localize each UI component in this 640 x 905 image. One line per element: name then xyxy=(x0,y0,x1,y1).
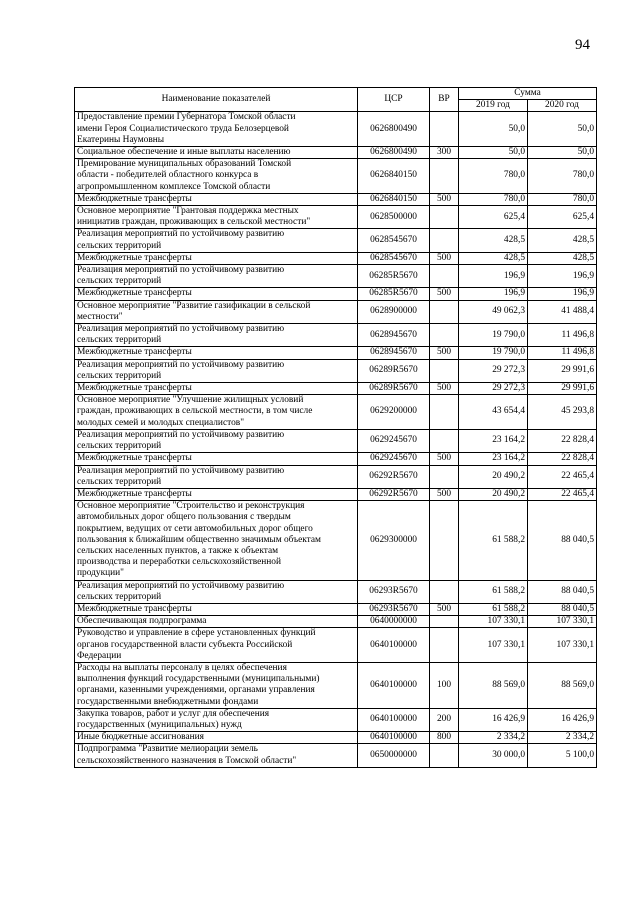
row-csr: 0626800490 xyxy=(358,112,430,147)
row-value-2019: 107 330,1 xyxy=(459,628,528,663)
row-value-2020: 428,5 xyxy=(528,229,597,252)
row-csr: 0628545670 xyxy=(358,229,430,252)
row-vr: 500 xyxy=(430,252,459,264)
row-name: Реализация мероприятий по устойчивому развитию сельских территорий xyxy=(75,265,358,288)
header-sum: Сумма xyxy=(459,88,597,100)
row-value-2019: 20 490,2 xyxy=(459,488,528,500)
row-vr xyxy=(430,501,459,580)
row-value-2020: 22 465,4 xyxy=(528,465,597,488)
row-value-2019: 29 272,3 xyxy=(459,383,528,395)
row-value-2020: 2 334,2 xyxy=(528,732,597,744)
row-value-2020: 107 330,1 xyxy=(528,616,597,628)
row-csr: 0628545670 xyxy=(358,252,430,264)
row-vr: 200 xyxy=(430,708,459,731)
row-name: Межбюджетные трансферты xyxy=(75,252,358,264)
row-name: Основное мероприятие "Грантовая поддержка местных инициатив граждан, проживающих в сельской местности" xyxy=(75,206,358,229)
row-vr: 500 xyxy=(430,288,459,300)
row-value-2019: 61 588,2 xyxy=(459,580,528,603)
row-value-2019: 780,0 xyxy=(459,159,528,194)
row-value-2019: 428,5 xyxy=(459,229,528,252)
row-value-2019: 16 426,9 xyxy=(459,708,528,731)
row-vr: 500 xyxy=(430,603,459,615)
row-value-2019: 23 164,2 xyxy=(459,429,528,452)
row-value-2019: 29 272,3 xyxy=(459,359,528,382)
row-value-2019: 196,9 xyxy=(459,288,528,300)
row-csr: 06285R5670 xyxy=(358,288,430,300)
row-value-2020: 11 496,8 xyxy=(528,324,597,347)
row-value-2020: 22 828,4 xyxy=(528,453,597,465)
row-value-2019: 107 330,1 xyxy=(459,616,528,628)
row-vr: 800 xyxy=(430,732,459,744)
row-vr: 500 xyxy=(430,383,459,395)
row-name: Реализация мероприятий по устойчивому развитию сельских территорий xyxy=(75,229,358,252)
table-row xyxy=(75,300,597,323)
row-value-2020: 196,9 xyxy=(528,288,597,300)
row-name: Премирование муниципальных образований Томской области - победителей областного конкурса в агропромышленном комплексе Томской области xyxy=(75,159,358,194)
row-vr xyxy=(430,616,459,628)
row-csr: 0650000000 xyxy=(358,744,430,767)
row-vr xyxy=(430,112,459,147)
row-vr xyxy=(430,206,459,229)
row-vr: 100 xyxy=(430,662,459,708)
row-csr: 0628945670 xyxy=(358,324,430,347)
row-value-2020: 22 828,4 xyxy=(528,429,597,452)
table-row xyxy=(75,580,597,603)
table-row xyxy=(75,147,597,159)
row-csr: 06285R5670 xyxy=(358,265,430,288)
row-name: Социальное обеспечение и иные выплаты населению xyxy=(75,147,358,159)
row-vr xyxy=(430,744,459,767)
row-name: Руководство и управление в сфере установленных функций органов государственной власти субъекта Российской Федерации xyxy=(75,628,358,663)
row-value-2020: 780,0 xyxy=(528,193,597,205)
row-value-2019: 19 790,0 xyxy=(459,347,528,359)
table-row xyxy=(75,159,597,194)
table-row xyxy=(75,288,597,300)
row-value-2019: 30 000,0 xyxy=(459,744,528,767)
row-name: Межбюджетные трансферты xyxy=(75,488,358,500)
row-name: Основное мероприятие "Улучшение жилищных условий граждан, проживающих в сельской местности, в том числе молодых семей и молодых специалистов" xyxy=(75,395,358,430)
row-csr: 0640100000 xyxy=(358,708,430,731)
row-value-2019: 50,0 xyxy=(459,112,528,147)
row-name: Обеспечивающая подпрограмма xyxy=(75,616,358,628)
row-value-2019: 428,5 xyxy=(459,252,528,264)
table-row xyxy=(75,616,597,628)
row-csr: 0626800490 xyxy=(358,147,430,159)
row-value-2020: 780,0 xyxy=(528,159,597,194)
row-name: Реализация мероприятий по устойчивому развитию сельских территорий xyxy=(75,429,358,452)
table-body xyxy=(75,112,597,767)
header-2020: 2020 год xyxy=(528,100,597,112)
table-row xyxy=(75,206,597,229)
row-vr: 300 xyxy=(430,147,459,159)
row-value-2019: 196,9 xyxy=(459,265,528,288)
row-name: Основное мероприятие "Развитие газификации в сельской местности" xyxy=(75,300,358,323)
row-vr xyxy=(430,628,459,663)
row-name: Иные бюджетные ассигнования xyxy=(75,732,358,744)
row-value-2020: 107 330,1 xyxy=(528,628,597,663)
row-value-2020: 50,0 xyxy=(528,147,597,159)
row-name: Реализация мероприятий по устойчивому развитию сельских территорий xyxy=(75,580,358,603)
table-row xyxy=(75,193,597,205)
row-name: Реализация мероприятий по устойчивому развитию сельских территорий xyxy=(75,359,358,382)
row-value-2020: 428,5 xyxy=(528,252,597,264)
row-name: Основное мероприятие "Строительство и реконструкция автомобильных дорог общего пользования с твердым покрытием, ведущих от сети автомобильных дорог общего пользования к ближайшим общественно значимым объектам сельских населенных пунктов, а также к объектам производства и переработки сельскохозяйственной продукции" xyxy=(75,501,358,580)
row-value-2020: 88 040,5 xyxy=(528,501,597,580)
row-name: Предоставление премии Губернатора Томской области имени Героя Социалистического труда Белозерцевой Екатерины Наумовны xyxy=(75,112,358,147)
page-number: 94 xyxy=(575,37,590,53)
row-value-2020: 22 465,4 xyxy=(528,488,597,500)
row-value-2020: 625,4 xyxy=(528,206,597,229)
row-csr: 0629245670 xyxy=(358,429,430,452)
table-row xyxy=(75,465,597,488)
row-csr: 0629200000 xyxy=(358,395,430,430)
row-name: Подпрограмма "Развитие мелиорации земель сельскохозяйственного назначения в Томской области" xyxy=(75,744,358,767)
table-row xyxy=(75,265,597,288)
table-row xyxy=(75,603,597,615)
row-value-2019: 43 654,4 xyxy=(459,395,528,430)
row-vr xyxy=(430,159,459,194)
row-csr: 0640100000 xyxy=(358,732,430,744)
table-row xyxy=(75,395,597,430)
row-value-2019: 23 164,2 xyxy=(459,453,528,465)
row-vr: 500 xyxy=(430,453,459,465)
row-vr: 500 xyxy=(430,193,459,205)
header-vr: ВР xyxy=(430,88,459,112)
row-vr xyxy=(430,395,459,430)
row-name: Закупка товаров, работ и услуг для обеспечения государственных (муниципальных) нужд xyxy=(75,708,358,731)
row-value-2019: 19 790,0 xyxy=(459,324,528,347)
table-row xyxy=(75,662,597,708)
table-row xyxy=(75,347,597,359)
row-csr: 0626840150 xyxy=(358,193,430,205)
row-csr: 06289R5670 xyxy=(358,383,430,395)
row-csr: 0629300000 xyxy=(358,501,430,580)
row-vr xyxy=(430,580,459,603)
row-vr xyxy=(430,324,459,347)
row-name: Межбюджетные трансферты xyxy=(75,288,358,300)
row-value-2020: 88 569,0 xyxy=(528,662,597,708)
row-value-2020: 29 991,6 xyxy=(528,359,597,382)
row-name: Межбюджетные трансферты xyxy=(75,193,358,205)
table-row xyxy=(75,429,597,452)
table-row xyxy=(75,112,597,147)
row-vr xyxy=(430,429,459,452)
header-2019: 2019 год xyxy=(459,100,528,112)
row-vr: 500 xyxy=(430,488,459,500)
row-value-2019: 88 569,0 xyxy=(459,662,528,708)
row-csr: 0640100000 xyxy=(358,628,430,663)
row-vr: 500 xyxy=(430,347,459,359)
row-csr: 0640100000 xyxy=(358,662,430,708)
table-row xyxy=(75,732,597,744)
row-value-2020: 196,9 xyxy=(528,265,597,288)
row-value-2020: 5 100,0 xyxy=(528,744,597,767)
header-csr: ЦСР xyxy=(358,88,430,112)
row-value-2019: 49 062,3 xyxy=(459,300,528,323)
row-csr: 06289R5670 xyxy=(358,359,430,382)
table-row xyxy=(75,708,597,731)
row-csr: 06292R5670 xyxy=(358,488,430,500)
table-row xyxy=(75,488,597,500)
row-name: Межбюджетные трансферты xyxy=(75,347,358,359)
table-row xyxy=(75,628,597,663)
row-csr: 06293R5670 xyxy=(358,580,430,603)
table-row xyxy=(75,453,597,465)
row-csr: 0629245670 xyxy=(358,453,430,465)
row-name: Реализация мероприятий по устойчивому развитию сельских территорий xyxy=(75,465,358,488)
row-vr xyxy=(430,465,459,488)
row-name: Межбюджетные трансферты xyxy=(75,453,358,465)
row-name: Реализация мероприятий по устойчивому развитию сельских территорий xyxy=(75,324,358,347)
row-value-2019: 61 588,2 xyxy=(459,603,528,615)
row-value-2020: 45 293,8 xyxy=(528,395,597,430)
row-csr: 0628500000 xyxy=(358,206,430,229)
row-csr: 0628900000 xyxy=(358,300,430,323)
row-vr xyxy=(430,300,459,323)
row-value-2019: 50,0 xyxy=(459,147,528,159)
table-row xyxy=(75,324,597,347)
row-name: Межбюджетные трансферты xyxy=(75,383,358,395)
row-name: Расходы на выплаты персоналу в целях обеспечения выполнения функций государственными (муниципальными) органами, казенными учреждениями, органами управления государственными внебюджетными фондами xyxy=(75,662,358,708)
row-csr: 06293R5670 xyxy=(358,603,430,615)
budget-table xyxy=(74,87,597,768)
table-row xyxy=(75,359,597,382)
row-name: Межбюджетные трансферты xyxy=(75,603,358,615)
row-vr xyxy=(430,265,459,288)
row-value-2020: 88 040,5 xyxy=(528,580,597,603)
row-value-2020: 50,0 xyxy=(528,112,597,147)
row-value-2020: 16 426,9 xyxy=(528,708,597,731)
table-row xyxy=(75,229,597,252)
row-value-2020: 29 991,6 xyxy=(528,383,597,395)
row-value-2019: 2 334,2 xyxy=(459,732,528,744)
row-value-2019: 20 490,2 xyxy=(459,465,528,488)
row-csr: 0628945670 xyxy=(358,347,430,359)
row-csr: 06292R5670 xyxy=(358,465,430,488)
row-value-2019: 61 588,2 xyxy=(459,501,528,580)
row-value-2020: 88 040,5 xyxy=(528,603,597,615)
row-value-2019: 625,4 xyxy=(459,206,528,229)
row-vr xyxy=(430,229,459,252)
table-row xyxy=(75,252,597,264)
table-row xyxy=(75,744,597,767)
row-vr xyxy=(430,359,459,382)
header-name: Наименование показателей xyxy=(75,88,358,112)
table-row xyxy=(75,383,597,395)
row-value-2019: 780,0 xyxy=(459,193,528,205)
row-csr: 0626840150 xyxy=(358,159,430,194)
row-value-2020: 41 488,4 xyxy=(528,300,597,323)
row-csr: 0640000000 xyxy=(358,616,430,628)
row-value-2020: 11 496,8 xyxy=(528,347,597,359)
table-row xyxy=(75,501,597,580)
